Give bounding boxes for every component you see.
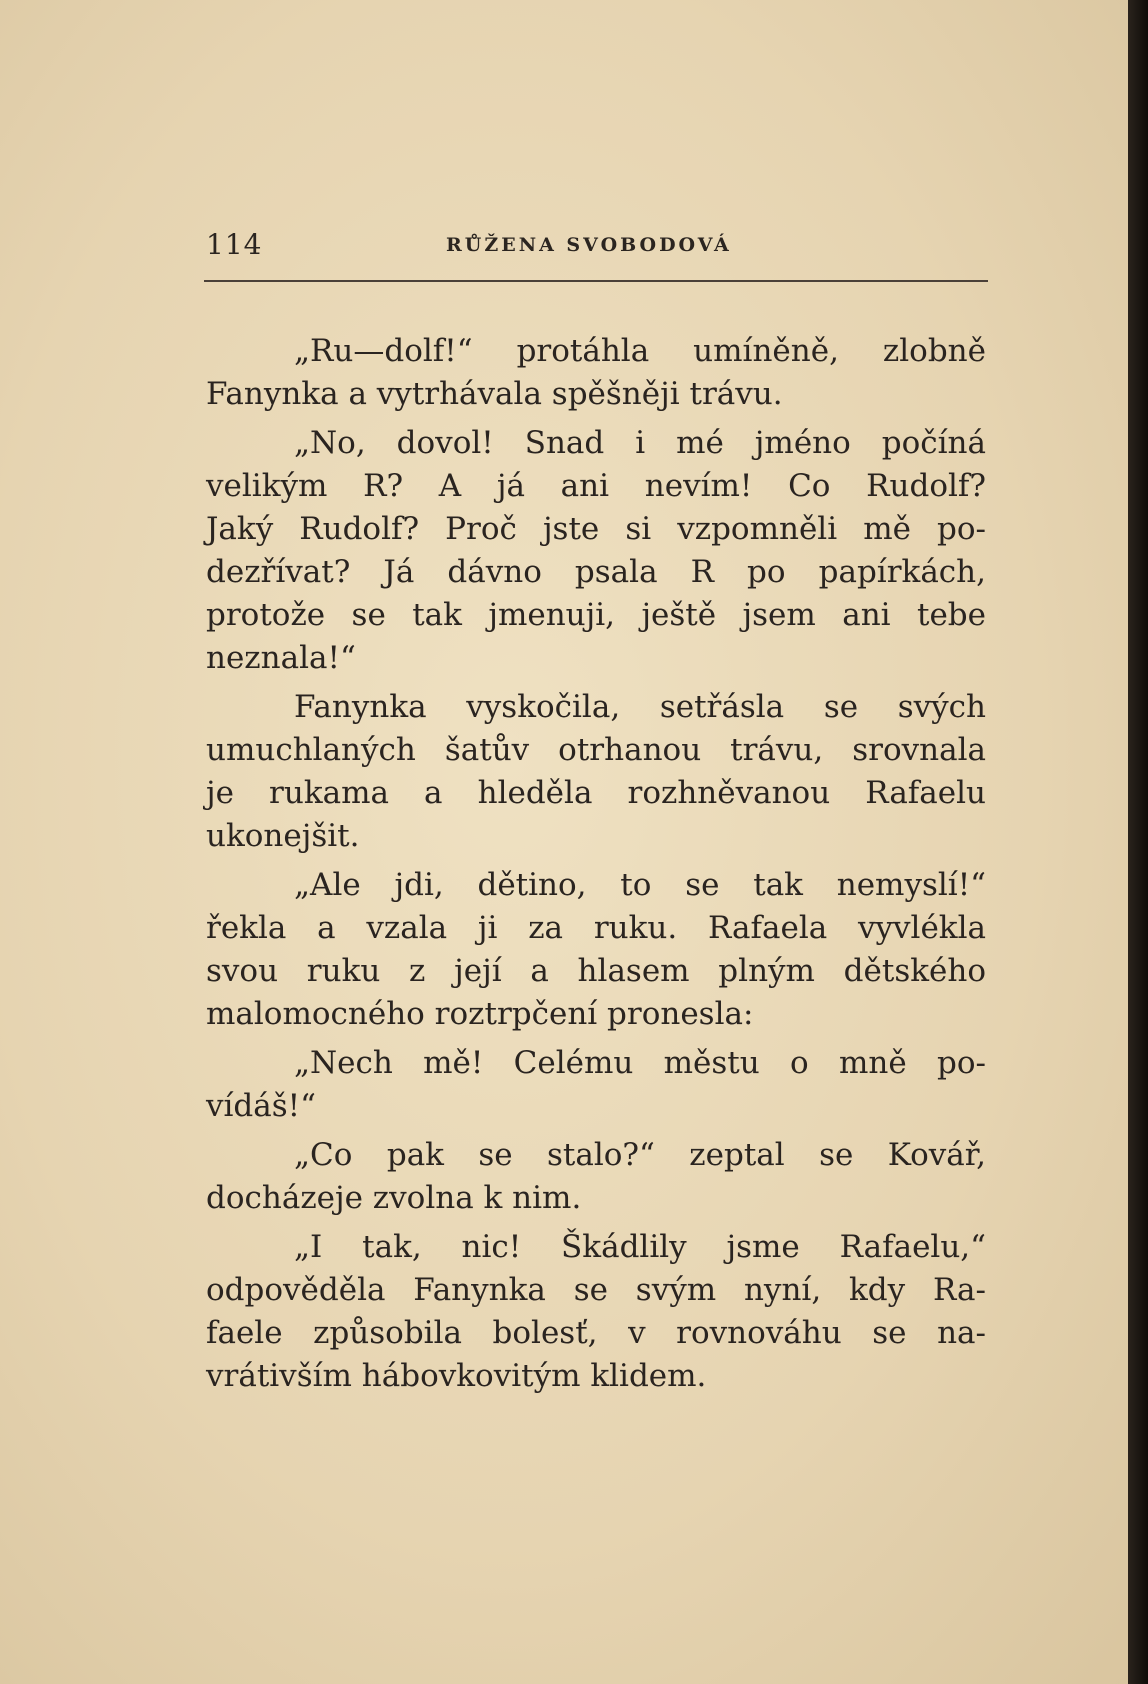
paragraph	[206, 686, 986, 858]
paragraph	[206, 422, 986, 680]
text-line: protože se tak jmenuji, ještě jsem ani tebe	[206, 597, 986, 633]
page-edge	[1128, 0, 1148, 1684]
header-rule	[204, 280, 988, 282]
text-line: malomocného roztrpčení pronesla:	[206, 996, 754, 1032]
paragraph	[206, 1134, 986, 1220]
page-number: 114	[206, 228, 263, 261]
text-line: „Ale jdi, dětino, to se tak nemyslí!“	[294, 867, 986, 903]
text-line: „Co pak se stalo?“ zeptal se Kovář,	[294, 1137, 986, 1173]
text-line: vídáš!“	[206, 1088, 316, 1124]
text-line: vrátivším hábovkovitým klidem.	[206, 1358, 707, 1394]
text-line: Fanynka vyskočila, setřásla se svých	[294, 689, 986, 725]
text-line: „Ru—dolf!“ protáhla umíněně, zlobně	[294, 333, 986, 369]
text-line: svou ruku z její a hlasem plným dětského	[206, 953, 986, 989]
text-line: „Nech mě! Celému městu o mně po-	[294, 1045, 986, 1081]
text-line: umuchlaných šatův otrhanou trávu, srovnala	[206, 732, 986, 768]
body-text	[206, 330, 986, 1404]
paragraph	[206, 864, 986, 1036]
text-line: „I tak, nic! Škádlily jsme Rafaelu,“	[294, 1229, 986, 1265]
text-line: Jaký Rudolf? Proč jste si vzpomněli mě po-	[206, 511, 986, 547]
paragraph	[206, 1226, 986, 1398]
running-title: RŮŽENA SVOBODOVÁ	[446, 234, 732, 256]
paragraph	[206, 1042, 986, 1128]
text-line: „No, dovol! Snad i mé jméno počíná	[294, 425, 986, 461]
text-line: neznala!“	[206, 640, 356, 676]
text-line: je rukama a hleděla rozhněvanou Rafaelu	[206, 775, 986, 811]
text-line: Fanynka a vytrhávala spěšněji trávu.	[206, 376, 783, 412]
text-line: řekla a vzala ji za ruku. Rafaela vyvlékla	[206, 910, 986, 946]
text-line: odpověděla Fanynka se svým nyní, kdy Ra-	[206, 1272, 986, 1308]
text-line: velikým R? A já ani nevím! Co Rudolf?	[206, 468, 986, 504]
text-line: ukonejšit.	[206, 818, 360, 854]
paragraph	[206, 330, 986, 416]
text-line: faele způsobila bolesť, v rovnováhu se na-	[206, 1315, 986, 1351]
text-line: dezřívat? Já dávno psala R po papírkách,	[206, 554, 986, 590]
page-header	[206, 228, 986, 268]
text-line: docházeje zvolna k nim.	[206, 1180, 582, 1216]
